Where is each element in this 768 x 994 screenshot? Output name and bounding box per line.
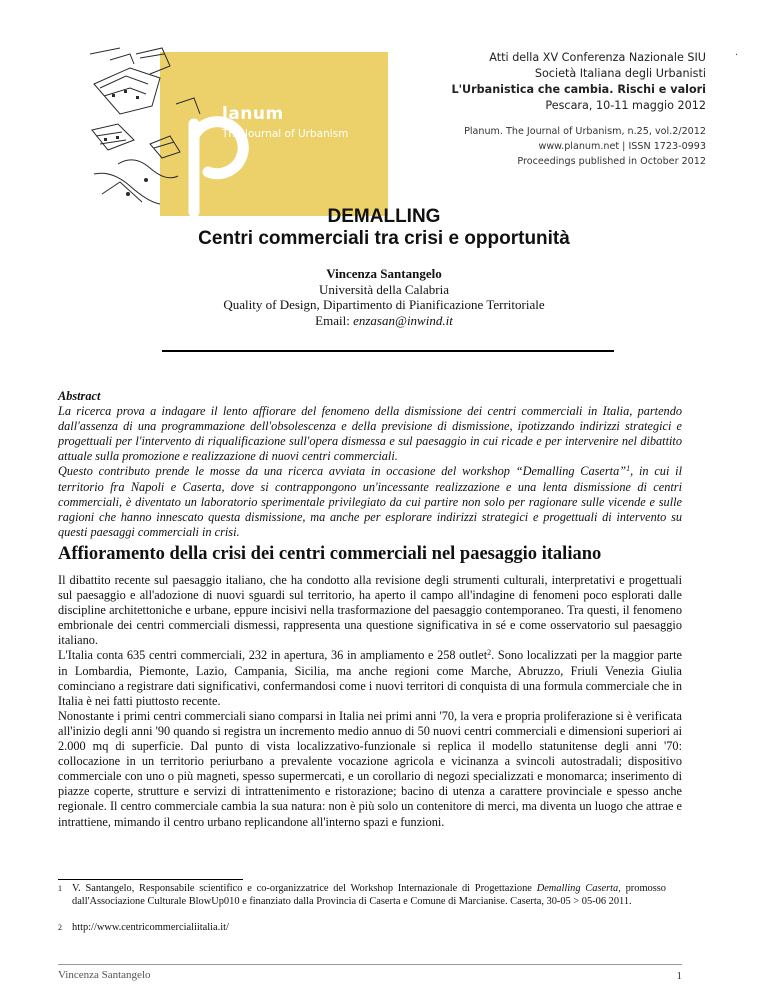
abstract: [58, 389, 682, 540]
body-paragraph: Il dibattito recente sul paesaggio italiano, che ha condotto alla revisione degli strumenti culturali, interpretativi e progettuali sul paesaggio e all'adozione di nuovi sguardi sul territorio, ha aperto il campo all'indagine di fenomeni poco esplorati dalle discipline architettoniche e urbane, eppure incisivi nella trasformazione del paesaggio contemporaneo. Tra questi, il fenomeno embrionale dei centri commerciali dismessi, rappresenta una questione significativa in sé e come osservatorio sul paesaggio italiano.: [58, 573, 682, 648]
author-block: [0, 266, 768, 328]
footnote-ref[interactable]: 1: [626, 464, 631, 474]
footnote: [58, 883, 682, 908]
publication-line: www.planum.net | ISSN 1723-0993: [538, 141, 706, 152]
publication-line: Planum. The Journal of Urbanism, n.25, vol.2/2012: [464, 126, 706, 137]
footnote-text-part: V. Santangelo, Responsabile scientifico e co-organizzatrice del Workshop Internazionale di Progettazione: [72, 883, 537, 894]
title-line-2: Centri commerciali tra crisi e opportunità: [198, 228, 570, 249]
header-mark: ·: [734, 50, 738, 61]
author-affiliation: Università della Calabria: [319, 281, 449, 297]
author-email-row: [0, 313, 768, 329]
publication-info: [464, 124, 706, 169]
author-email[interactable]: enzasan@inwind.it: [353, 312, 453, 328]
body-paragraph: Nonostante i primi centri commerciali siano comparsi in Italia nei primi anni '70, la vera e propria proliferazione si è verificata all'inizio degli anni '90 quando si registra un incremento medio annuo di 50 nuovi centri commerciali e dimensioni superiori ai 2.000 mq di superficie. Dal punto di vista localizzativo-funzionale si replica il modello statunitense degli anni '70: collocazione in un territorio periurbano a prevalente vocazione agricola e vicinanza a svincoli autostradali; dispositivo commerciale con uno o più magneti, spesso supermercati, e un corollario di negozi specializzati e monomarca; inserimento di piazze coperte, strutture e servizi di intrattenimento e ristorazione; bacino di utenza a carattere provinciale e spesso anche regionale. Il centro commerciale cambia la sua natura: non è più solo un contenitore di merci, ma diventa un luogo che attrae e intrattiene, mimando il centro urbano replicandone all'interno spazi e funzioni.: [58, 708, 682, 829]
footnote-emphasis: Demalling Caserta: [536, 883, 619, 894]
abstract-label: Abstract: [58, 389, 101, 403]
abstract-text: Questo contributo prende le mosse da una ricerca avviata in occasione del workshop “Demalling Caserta”: [58, 464, 627, 479]
title-line-1: DEMALLING: [327, 206, 441, 227]
footnote: [58, 922, 682, 938]
abstract-paragraph: [58, 464, 682, 539]
footnote-ref[interactable]: 2: [487, 648, 492, 658]
footnote-divider: [58, 879, 243, 880]
conference-line: L'Urbanistica che cambia. Rischi e valori: [451, 83, 706, 96]
planum-logo: [90, 44, 372, 214]
title-divider: [162, 350, 614, 352]
footnote-number: 1: [58, 884, 62, 893]
footnote-text: [72, 883, 666, 908]
footer-divider: [58, 964, 682, 965]
body-text: L'Italia conta 635 centri commerciali, 232 in apertura, 36 in ampliamento e 258 outlet: [58, 648, 488, 663]
conference-line: Atti della XV Conferenza Nazionale SIU: [489, 51, 706, 64]
conference-line: Pescara, 10-11 maggio 2012: [545, 99, 706, 112]
body-text: . Sono localizzati per la maggior parte in Lombardia, Piemonte, Lazio, Campania, Sicilia, ma anche regioni come Marche, Abruzzo, Friuli Venezia Giulia cominciano a registrare dati significativi, confermandosi come i nuovi territori di conquista di una formula commerciale che in Italia è nei fatti piuttosto recente.: [58, 648, 682, 708]
footnote-link[interactable]: http://www.centricommercialiitalia.it/: [72, 922, 229, 933]
page-number: 1: [676, 970, 682, 982]
footnote-number: 2: [58, 923, 62, 932]
section-body: [58, 573, 682, 830]
abstract-paragraph: La ricerca prova a indagare il lento affiorare del fenomeno della dismissione dei centri commerciali in Italia, partendo dall'assenza di una programmazione dell'obsolescenza e della previsione di dismissione, ipotizzando indirizzi strategici e progettuali per l'intervento di riqualificazione sull'opera dismessa e sul paesaggio in cui ricade e per intervenire nel dibattito attuale sulla promozione e realizzazione di nuovi centri commerciali.: [58, 404, 682, 464]
publication-line: Proceedings published in October 2012: [517, 156, 706, 167]
conference-info: [451, 50, 706, 114]
body-paragraph: [58, 648, 682, 708]
email-label: Email:: [315, 312, 354, 328]
footnote-text-part: , promosso dall'Associazione Culturale BlowUp010 e finanziato dalla Provincia di Caserta e Comune di Marcianise. Caserta, 30-05 > 05-06 2011.: [72, 883, 667, 907]
section-heading: Affioramento della crisi dei centri commerciali nel paesaggio italiano: [58, 544, 602, 564]
footer-author: Vincenza Santangelo: [58, 969, 151, 981]
conference-line: Società Italiana degli Urbanisti: [534, 67, 706, 80]
logo-subtitle: The Journal of Urbanism: [222, 128, 349, 140]
author-name: Vincenza Santangelo: [326, 266, 442, 281]
abstract-text: , in cui il territorio fra Napoli e Caserta, dove si contrappongono un'incessante realizzazione e una lenta dismissione di centri commerciali, è diventato un laboratorio sperimentale privilegiato da cui partire non solo per ragionare sulle vicende e sulle ragioni che hanno innescato questa dismissione, ma anche per esplorare indirizzi strategici e progettuali di intervento su questi paesaggi commerciali in crisi.: [58, 464, 683, 539]
author-department: Quality of Design, Dipartimento di Pianificazione Territoriale: [223, 297, 545, 312]
paper-title: [0, 206, 768, 250]
logo-brand: lanum: [222, 104, 284, 124]
